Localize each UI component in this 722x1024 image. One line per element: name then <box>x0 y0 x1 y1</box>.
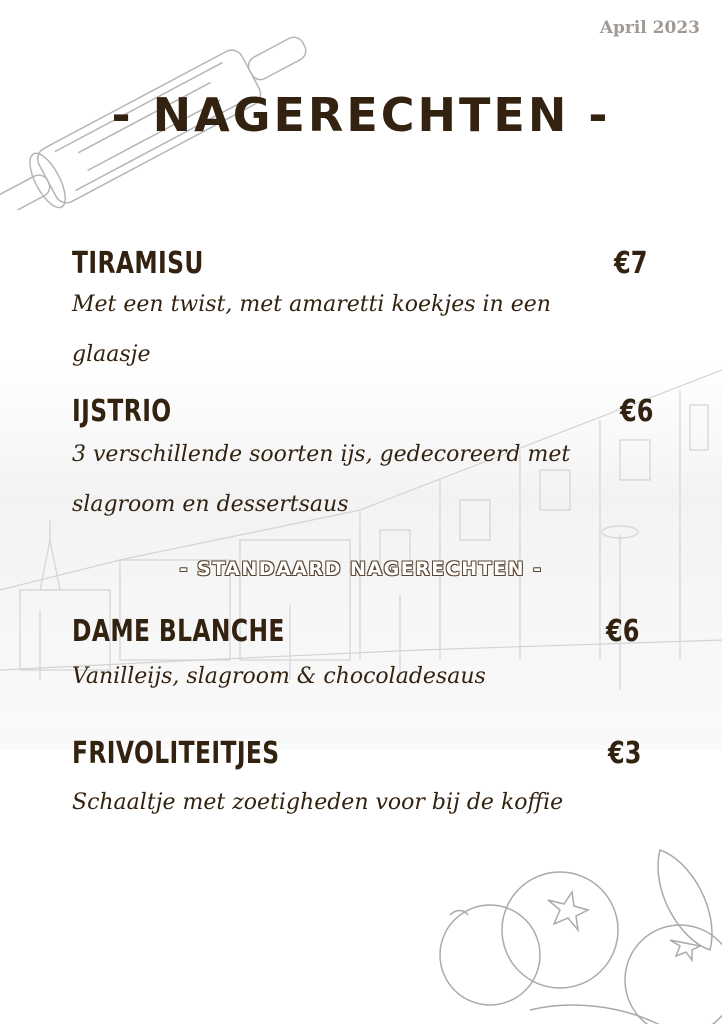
menu-item-name-ijstrio: IJSTRIO <box>72 394 172 429</box>
menu-item-name-frivoliteitjes: FRIVOLITEITJES <box>72 736 280 771</box>
menu-item-price-frivoliteitjes: €3 <box>608 736 642 771</box>
menu-item-price-tiramisu: €7 <box>614 246 648 281</box>
menu-item-description-frivoliteitjes: Schaaltje met zoetigheden voor bij de koffie <box>72 790 564 815</box>
menu-item-description-dame-blanche: Vanilleijs, slagroom & chocoladesaus <box>72 664 486 689</box>
menu-item-price-ijstrio: €6 <box>620 394 654 429</box>
menu-item-description-ijstrio: 3 verschillende soorten ijs, gedecoreerd met slagroom en dessertsaus <box>72 442 571 517</box>
menu-item-name-dame-blanche: DAME BLANCHE <box>72 614 285 649</box>
fruit-illustration <box>430 830 722 1024</box>
page-title: - NAGERECHTEN - <box>111 88 611 142</box>
menu-date: April 2023 <box>599 18 700 38</box>
section-heading-standard: - STANDAARD NAGERECHTEN - <box>179 558 543 580</box>
menu-item-name-tiramisu: TIRAMISU <box>72 246 204 281</box>
menu-item-description-tiramisu: Met een twist, met amaretti koekjes in een glaasje <box>72 292 551 367</box>
menu-item-price-dame-blanche: €6 <box>606 614 640 649</box>
